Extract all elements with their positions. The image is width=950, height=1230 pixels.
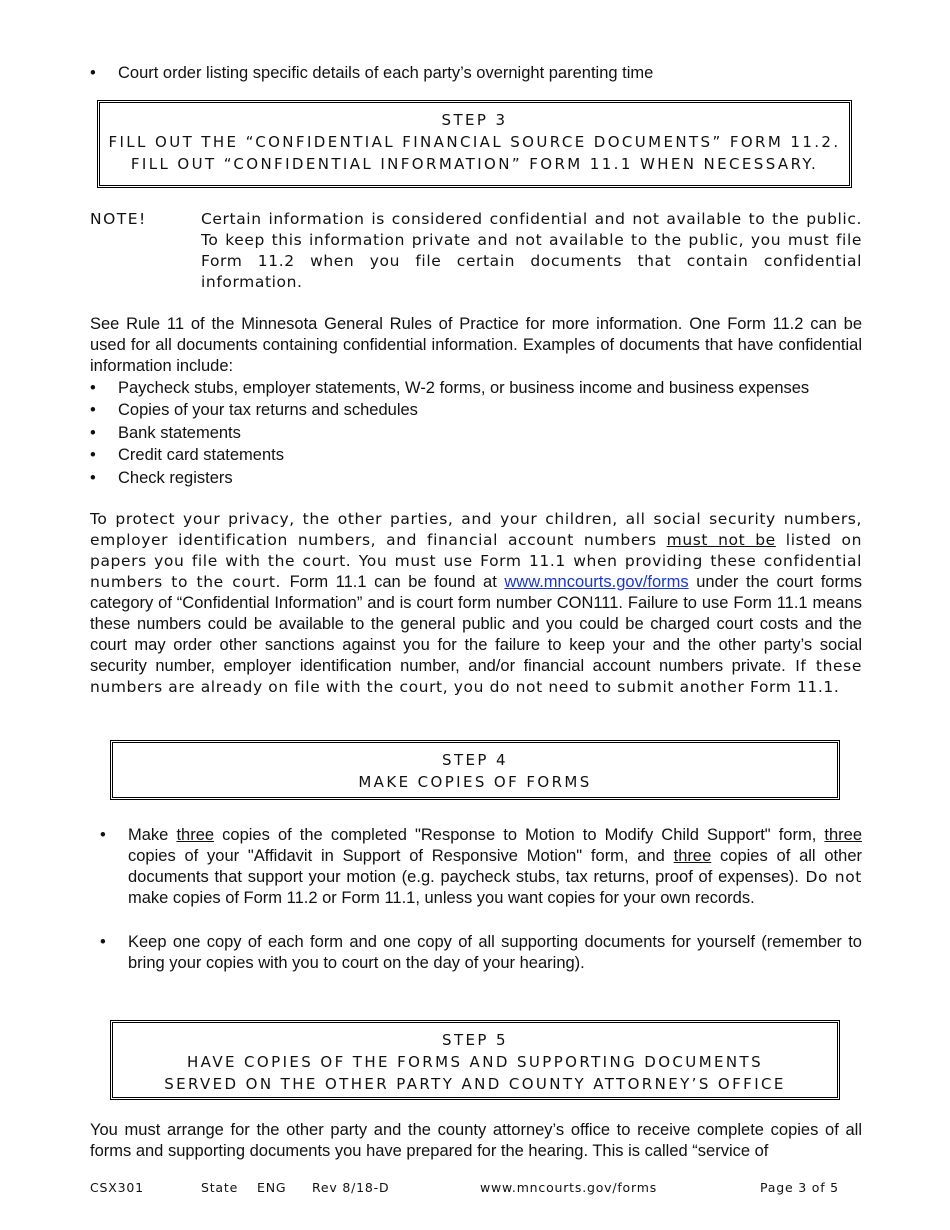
footer-page-number: Page 3 of 5 [760, 1180, 839, 1195]
copies-text-a: Make [128, 826, 177, 844]
copies-text-d: copies of all other documents that support your motion (e.g. paycheck stubs, tax returns, proof of expenses). [128, 847, 862, 886]
step3-line1: FILL OUT THE “CONFIDENTIAL FINANCIAL SOURCE DOCUMENTS” FORM 11.2. [108, 132, 841, 151]
note-text: Certain information is considered confidential and not available to the public. To keep this information private and not available to the public, you must file Form 11.2 when you file certain documents that contain confidential information. [201, 209, 862, 291]
page-footer [90, 1180, 862, 1200]
footer-language: ENG [257, 1180, 287, 1195]
step4-box [110, 740, 840, 800]
copies-text-b: copies of the completed "Response to Motion to Modify Child Support" form, [214, 826, 825, 844]
closing-paragraph: You must arrange for the other party and the county attorney’s office to receive complete copies of all forms and supporting documents you have prepared for the hearing. This is called “service of [90, 1121, 862, 1160]
footer-url: www.mncourts.gov/forms [480, 1180, 658, 1195]
document-page [90, 62, 862, 1162]
three-text: three [673, 847, 712, 865]
list-item: • Paycheck stubs, employer statements, W-2 forms, or business income and business expenses [90, 377, 862, 400]
privacy-paragraph [90, 509, 862, 698]
privacy-text-3: Form 11.1 can be found at [289, 573, 505, 591]
step4-line1: MAKE COPIES OF FORMS [358, 773, 592, 791]
footer-form-code: CSX301 [90, 1180, 144, 1195]
note [90, 209, 862, 293]
step3-box [97, 100, 852, 188]
step5-line1: HAVE COPIES OF THE FORMS AND SUPPORTING DOCUMENTS [186, 1053, 764, 1071]
list-item: • Bank statements [90, 422, 862, 445]
list-item [100, 825, 862, 909]
three-text: three [824, 826, 863, 844]
list-item: • Credit card statements [90, 444, 862, 467]
privacy-text-2: listed on papers you file with the court. You must use Form 11.1 when providing these confidential numbers to the court. [90, 531, 863, 591]
step4-bullet-list [100, 825, 862, 974]
privacy-text-4: under the court forms category of “Confidential Information” and is court form number CON111. Failure to use Form 11.1 means these numbers could be available to the general public and you could be charged court costs and the court may order other sanctions against you for the failure to keep your and the other party’s social security number, employer identification number, and/or financial account numbers private. [90, 573, 862, 675]
confidential-examples-list [90, 377, 862, 490]
step5-box [110, 1020, 840, 1100]
rule11-paragraph: See Rule 11 of the Minnesota General Rules of Practice for more information. One Form 11.2 can be used for all documents containing confidential information. Examples of documents that have confidential information include: [90, 314, 862, 375]
forms-link[interactable]: www.mncourts.gov/forms [504, 573, 689, 591]
step5-heading: STEP 5 [442, 1031, 508, 1049]
must-not-be-text: must not be [666, 531, 776, 549]
copies-text-f: make copies of Form 11.2 or Form 11.1, unless you want copies for your own records. [128, 889, 755, 907]
step5-line2: SERVED ON THE OTHER PARTY AND COUNTY ATTORNEY’S OFFICE [164, 1075, 786, 1093]
step4-heading: STEP 4 [442, 751, 508, 769]
footer-state: State [201, 1180, 239, 1195]
note-label: NOTE! [90, 209, 147, 228]
list-item: • Keep one copy of each form and one copy of all supporting documents for yourself (remember to bring your copies with you to court on the day of your hearing). [100, 932, 862, 974]
copies-text-c: copies of your "Affidavit in Support of Responsive Motion" form, and [128, 847, 674, 865]
privacy-text-5: If these numbers are already on file with the court, you do not need to submit another Form 11.1. [90, 657, 862, 696]
step3-line2: FILL OUT “CONFIDENTIAL INFORMATION” FORM 11.1 WHEN NECESSARY. [130, 154, 819, 173]
footer-revision: Rev 8/18-D [312, 1180, 390, 1195]
list-item: • Court order listing specific details of each party’s overnight parenting time [90, 62, 862, 85]
list-item: • Check registers [90, 467, 862, 490]
step3-heading: STEP 3 [441, 110, 508, 129]
list-item: • Copies of your tax returns and schedules [90, 399, 862, 422]
privacy-text-1: To protect your privacy, the other parties, and your children, all social security numbers, employer identification numbers, and financial account numbers [90, 510, 862, 549]
three-text: three [176, 826, 215, 844]
copies-text-e: Do not [798, 868, 862, 886]
intro-bullet-list [90, 62, 862, 85]
